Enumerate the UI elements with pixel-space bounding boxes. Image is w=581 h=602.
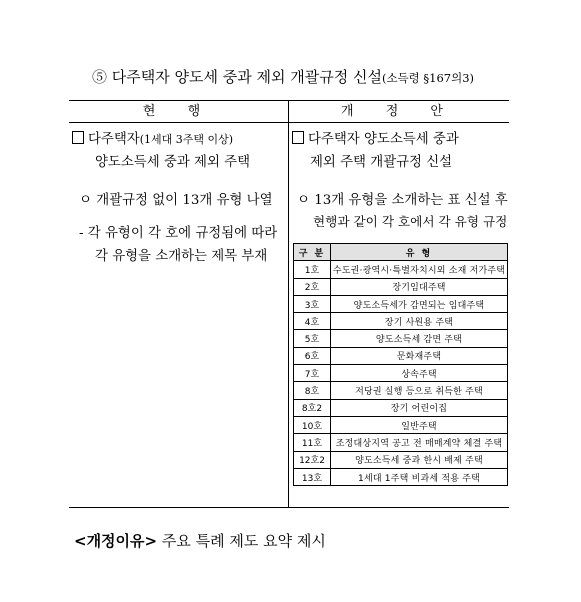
title-law-reference: (소득령 §167의3) — [381, 71, 475, 85]
current-dash-line2: 각 유형을 소개하는 제목 부재 — [95, 249, 268, 264]
proposed-heading-line1 — [292, 128, 459, 147]
type-table-body — [294, 261, 508, 486]
current-dash-line1: - 각 유형이 각 호에 규정됨에 따라 — [79, 226, 278, 241]
type-row-number: 8호2 — [294, 399, 331, 416]
header-current: 현 행 — [142, 104, 215, 119]
table-row — [294, 416, 508, 433]
checkbox-square-icon — [292, 131, 304, 144]
column-divider — [288, 101, 289, 507]
type-row-number: 10호 — [294, 416, 331, 433]
type-table-header-row — [294, 244, 508, 261]
type-row-number: 3호 — [294, 295, 331, 312]
type-row-name: 장기임대주택 — [331, 278, 508, 295]
type-row-number: 6호 — [294, 347, 331, 364]
proposed-heading-line2: 제외 주택 개괄규정 신설 — [310, 155, 453, 170]
exemption-type-table — [293, 243, 508, 486]
table-row — [294, 382, 508, 399]
type-row-number: 4호 — [294, 313, 331, 330]
type-row-number: 1호 — [294, 261, 331, 278]
title-main: ⑤ 다주택자 양도세 중과 제외 개괄규정 신설 — [92, 68, 382, 86]
table-row — [294, 330, 508, 347]
reason-text: 주요 특례 제도 요약 제시 — [161, 532, 326, 550]
type-table-header-type: 유 형 — [331, 244, 508, 261]
current-bullet: ㅇ 개괄규정 없이 13개 유형 나열 — [79, 193, 273, 208]
amendment-reason — [74, 530, 326, 551]
type-row-name: 장기 사원용 주택 — [331, 313, 508, 330]
header-proposed: 개 정 안 — [341, 104, 457, 119]
checkbox-square-icon — [72, 131, 84, 144]
type-row-number: 12호2 — [294, 451, 331, 468]
type-row-name: 1세대 1주택 비과세 적용 주택 — [331, 468, 508, 485]
type-row-number: 5호 — [294, 330, 331, 347]
type-row-name: 저당권 실행 등으로 취득한 주택 — [331, 382, 508, 399]
proposed-bullet-line1: ㅇ 13개 유형을 소개하는 표 신설 후 — [297, 193, 508, 208]
type-row-number: 7호 — [294, 365, 331, 382]
type-row-name: 양도소득세가 감면되는 임대주택 — [331, 295, 508, 312]
type-row-name: 양도소득세 중과 한시 배제 주택 — [331, 451, 508, 468]
table-row — [294, 451, 508, 468]
type-row-name: 장기 어린이집 — [331, 399, 508, 416]
table-row — [294, 295, 508, 312]
current-heading-line1 — [72, 128, 233, 147]
type-row-name: 양도소득세 감면 주택 — [331, 330, 508, 347]
type-row-number: 11호 — [294, 434, 331, 451]
reason-label: <개정이유> — [74, 532, 158, 550]
table-row — [294, 347, 508, 364]
table-row — [294, 278, 508, 295]
page-title — [92, 66, 562, 87]
proposed-bullet-line2: 현행과 같이 각 호에서 각 유형 규정 — [313, 214, 508, 229]
table-header-row — [69, 101, 509, 123]
type-row-number: 13호 — [294, 468, 331, 485]
table-row — [294, 434, 508, 451]
type-row-number: 8호 — [294, 382, 331, 399]
current-heading-line2: 양도소득세 중과 제외 주택 — [95, 155, 251, 170]
type-row-name: 일반주택 — [331, 416, 508, 433]
type-row-name: 상속주택 — [331, 365, 508, 382]
type-table-header-category: 구 분 — [294, 244, 331, 261]
table-row — [294, 365, 508, 382]
table-row — [294, 399, 508, 416]
current-heading-main: 다주택자 — [88, 132, 140, 147]
table-row — [294, 313, 508, 330]
type-row-name: 문화재주택 — [331, 347, 508, 364]
current-heading-note: (1세대 3주택 이상) — [139, 133, 234, 146]
type-row-name: 수도권·광역시·특별자치시외 소재 저가주택 — [331, 261, 508, 278]
table-row — [294, 468, 508, 485]
type-row-name: 조정대상지역 공고 전 매매계약 체결 주택 — [331, 434, 508, 451]
proposed-heading-main: 다주택자 양도소득세 중과 — [308, 132, 459, 147]
type-row-number: 2호 — [294, 278, 331, 295]
table-row — [294, 261, 508, 278]
